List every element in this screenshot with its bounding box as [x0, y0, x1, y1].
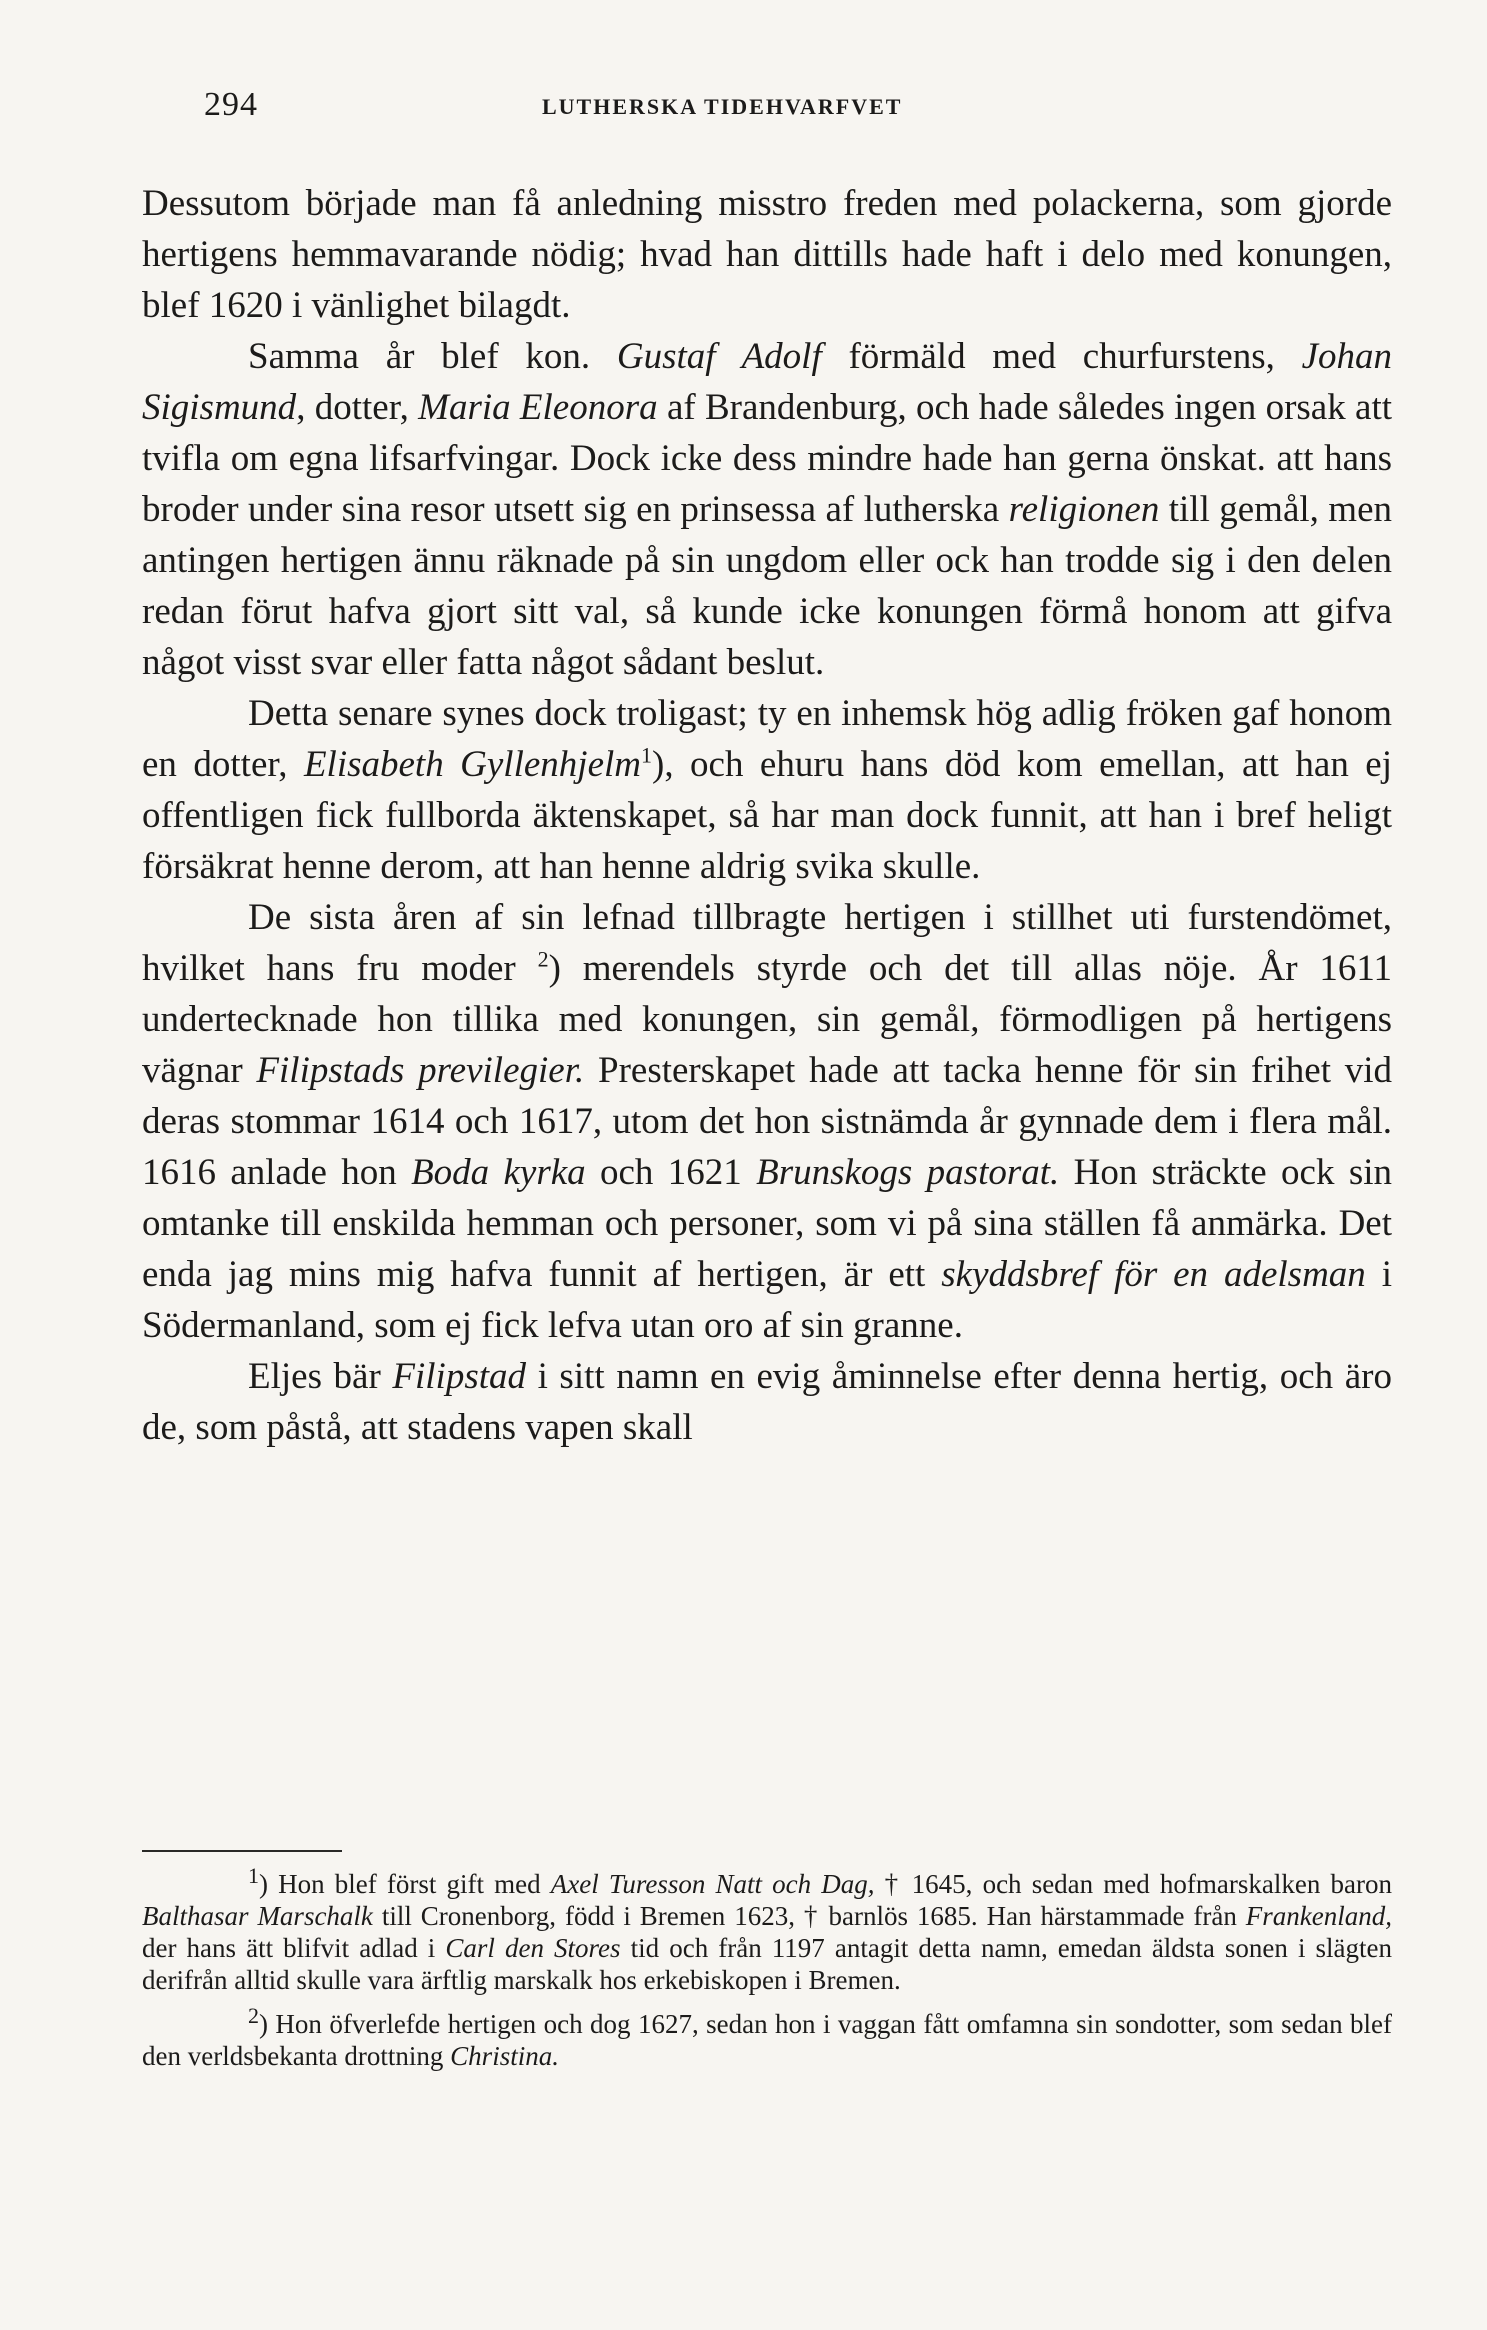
- italic-text: Axel Turesson Natt och Dag,: [550, 1869, 875, 1899]
- paragraph: [142, 688, 1392, 892]
- paragraph: [142, 178, 1392, 331]
- text-run: Hon sträckte ock sin omtanke till enskilda hemman och personer, som vi på sina ställen få anmärka. Det enda jag mins mig hafva funnit af hertigen, är ett: [142, 1152, 1392, 1295]
- text-run: † 1645, och sedan med hofmarskalken baron: [874, 1869, 1392, 1899]
- footnotes: [142, 1863, 1393, 2084]
- page-number: 294: [204, 86, 258, 123]
- italic-text: religionen: [1008, 489, 1160, 530]
- text-run: Samma år blef kon.: [248, 336, 617, 377]
- italic-text: Maria Eleonora: [418, 387, 658, 428]
- footnote: [142, 1863, 1393, 1996]
- italic-text: Christina.: [450, 2041, 559, 2071]
- running-head: LUTHERSKA TIDEHVARFVET: [542, 94, 903, 119]
- italic-text: Frankenland,: [1245, 1901, 1392, 1931]
- text-run: Detta senare synes dock troligast; ty en inhemsk hög adlig fröken gaf honom en dotter,: [142, 693, 1392, 785]
- text-run: , dotter,: [296, 387, 419, 428]
- paragraph: [142, 1351, 1392, 1453]
- paragraph: [142, 331, 1392, 688]
- text-run: ) merendels styrde och det till allas nöje. År 1611 undertecknade hon tillika med konungen, sin gemål, förmodligen på hertigens vägnar: [142, 948, 1393, 1091]
- text-run: i sitt namn en evig åminnelse efter denna hertig, och äro de, som påstå, att stadens vapen skall: [142, 1356, 1392, 1448]
- text-run: ) Hon blef först gift med: [259, 1869, 551, 1899]
- footnote-marker: 1: [248, 1863, 259, 1888]
- italic-text: Elisabeth Gyllenhjelm: [303, 744, 641, 785]
- text-run: till Cronenborg, född i Bremen 1623, † barnlös 1685. Han härstammade från: [372, 1901, 1246, 1931]
- book-page: [142, 0, 1392, 2330]
- text-run: förmäld med churfurstens,: [821, 336, 1302, 377]
- text-run: tid och från 1197 antagit detta namn, emedan äldsta sonen i slägten derifrån alltid skulle vara ärftlig marskalk hos erkebiskopen i Bremen.: [142, 1933, 1393, 1995]
- footnote-rule: [142, 1850, 342, 1852]
- text-run: der hans ätt blifvit adlad i: [142, 1933, 446, 1963]
- italic-text: Boda kyrka: [411, 1152, 586, 1193]
- italic-text: Filipstads previlegier.: [256, 1050, 585, 1091]
- footnote: [142, 2003, 1392, 2072]
- italic-text: Filipstad: [392, 1356, 526, 1397]
- italic-text: Balthasar Marschalk: [142, 1901, 373, 1931]
- text-run: af Brandenburg, och hade således ingen orsak att tvifla om egna lifsarfvingar. Dock icke dess mindre hade han gerna önskat. att hans broder under sina resor utsett sig en prinsessa af lutherska: [142, 387, 1393, 530]
- italic-text: Gustaf Adolf: [616, 336, 822, 377]
- body-text: [142, 178, 1392, 1453]
- italic-text: Johan Sigismund: [142, 336, 1393, 428]
- text-run: och 1621: [585, 1152, 757, 1193]
- text-run: De sista åren af sin lefnad tillbragte hertigen i stillhet uti furstendömet, hvilket hans fru moder: [142, 897, 1392, 989]
- text-run: i Södermanland, som ej fick lefva utan oro af sin granne.: [142, 1254, 1393, 1346]
- paragraph: [142, 892, 1392, 1351]
- italic-text: Carl den Stores: [445, 1933, 621, 1963]
- italic-text: Brunskogs pastorat.: [756, 1152, 1060, 1193]
- text-run: Dessutom började man få anledning misstro freden med polackerna, som gjorde hertigens hemmavarande nödig; hvad han dittills hade haft i delo med konungen, blef 1620 i vänlighet bilagdt.: [142, 183, 1392, 326]
- text-run: Eljes bär: [248, 1356, 393, 1397]
- footnote-marker: 2: [537, 946, 549, 972]
- text-run: till gemål, men antingen hertigen ännu räknade på sin ungdom eller ock han trodde sig i den delen redan förut hafva gjort sitt val, så kunde icke konungen förmå honom att gifva något visst svar eller fatta något sådant beslut.: [142, 489, 1392, 683]
- footnote-marker: 2: [248, 2003, 259, 2028]
- text-run: Presterskapet hade att tacka henne för sin frihet vid deras stommar 1614 och 1617, utom det hon sistnämda år gynnade dem i flera mål. 1616 anlade hon: [142, 1050, 1393, 1193]
- page-header: [142, 86, 1392, 126]
- text-run: ) Hon öfverlefde hertigen och dog 1627, sedan hon i vaggan fått omfamna sin sondotter, som sedan blef den verldsbekanta drottning: [142, 2009, 1392, 2071]
- text-run: ), och ehuru hans död kom emellan, att han ej offentligen fick fullborda äktenskapet, så har man dock funnit, att han i bref heligt försäkrat henne derom, att han henne aldrig svika skulle.: [142, 744, 1392, 887]
- italic-text: skyddsbref för en adelsman: [941, 1254, 1366, 1295]
- footnote-marker: 1: [641, 742, 652, 768]
